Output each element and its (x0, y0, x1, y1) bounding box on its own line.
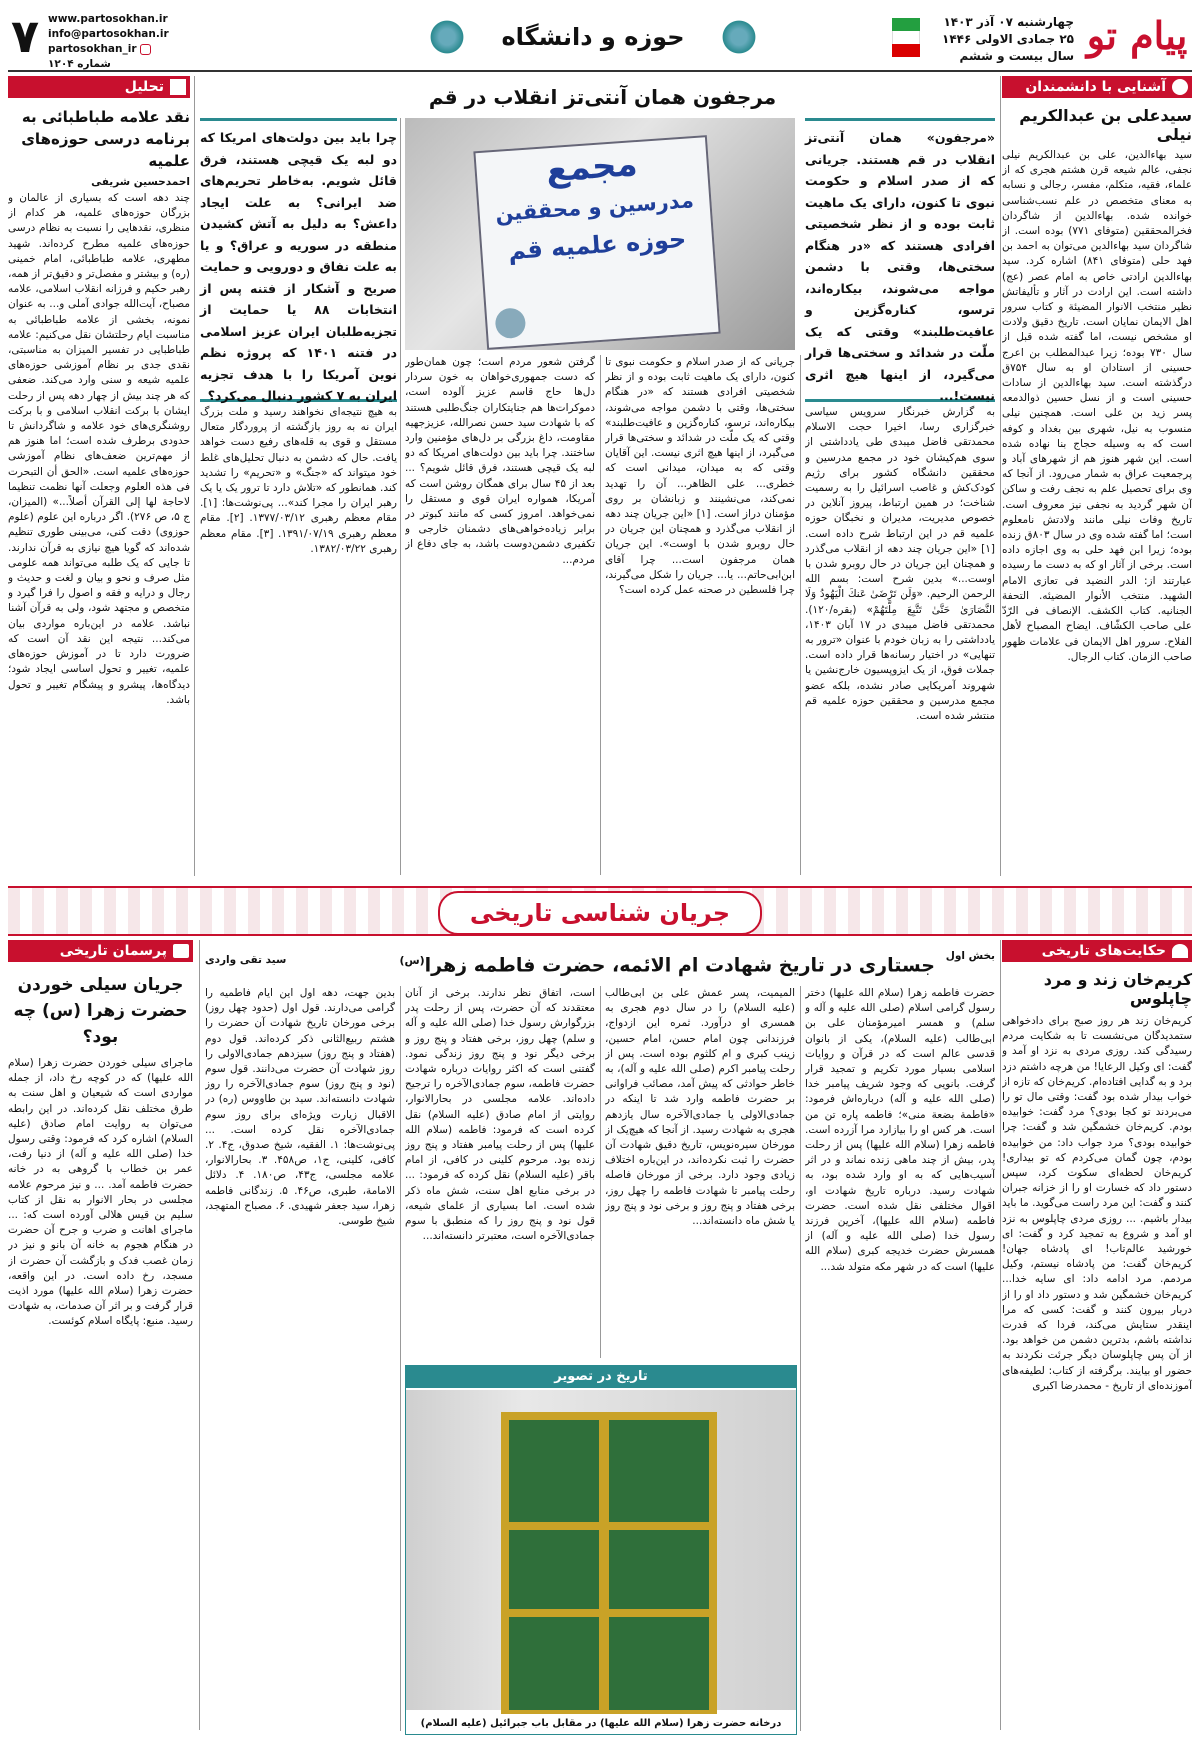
main-col-1: حضرت فاطمه زهرا (سلام الله علیها) دختر رسول گرامی اسلام (صلی الله علیه و آله و سلم) و همسر امیرمؤمنان علی بن ابی‌طالب (علیه السلام)، یکی از بانوان قدسی عالم است که در قرآن و روایات اسلامی بسیار مورد تکریم و تمجید قرار گرفت. بانویی که وجود شریف پیامبر خدا (صلی الله علیه و آله) درباره‌اش فرمود: «فاطمة بضعة منی»؛ فاطمه پاره تن من است. هر کس او را بیازارد مرا آزرده است. فاطمه زهرا (سلام الله علیها) پس از رحلت پدر، بیش از چند ماهی زنده نماند و در اثر آسیب‌هایی که به او وارد شده بود، به شهادت رسید. درباره تاریخ شهادت او، اقوال مختلفی نقل شده است. حضرت فاطمه (سلام الله علیها)، آخرین فرزند رسول خدا (صلی الله علیه و آله) از همسرش حضرت خدیجه کبری (سلام الله علیها) است که در شهر مکه متولد شد... (805, 987, 995, 1273)
section-header (428, 14, 758, 60)
instagram-icon (140, 44, 151, 55)
main-col-4: بدین جهت، دهه اول این ایام فاطمیه را گرامی می‌دارند. قول اول (حدود چهل روز) برخی مورخان تاریخ شهادت آن حضرت را هشتم ربیع‌الثانی ذکر کرده‌اند. قول دوم (هفتاد و پنج روز) سیزدهم جمادی‌الاولی را روز شهادت آن حضرت می‌دانند. قول سوم (نود و پنج روز) سوم جمادی‌الآخره را روز شهادت دانسته‌اند. سید بن طاووس (ره) در الاقبال زیارت ویژه‌ای برای روز سوم جمادی‌الآخره نقل کرده است. ... پی‌نوشت‌ها: ۱. الفقیه، شیخ صدوق، ج۴. ۲. کافی، کلینی، ج۱، ص۴۵۸. ۳. بحارالانوار، علامه مجلسی، ج۴۳، ص۱۸۰. ۴. دلائل الامامة، طبری، ص۴۶. ۵. زندگانی فاطمه زهرا، سید جعفر شهیدی. ۶. مصباح المتهجد، شیخ طوسی. (205, 987, 395, 1228)
scholar-icon (1172, 79, 1188, 95)
main-title: جستاری در تاریخ شهادت ام الائمه، حضرت فاطمه زهرا$^{(س)}$ (399, 954, 935, 977)
logo (1082, 8, 1192, 66)
date-fa: چهارشنبه ۰۷ آذر ۱۴۰۳ (943, 15, 1074, 29)
year-label: سال بیست و ششم (959, 49, 1074, 63)
history-photo-box (405, 1365, 797, 1735)
scholar-tag: آشنایی با دانشمندان (1002, 76, 1192, 98)
q-body: ماجرای سیلی خوردن حضرت زهرا (سلام الله علیها) که در کوچه رخ داد، از جمله مواردی است که شیعیان و اهل سنت به طرق مختلف نقل کرده‌اند. در این رابطه می‌توان به روایت امام صادق (علیه السلام) اشاره کرد که فرمود: وقتی رسول خدا (صلی الله علیه و آله) از دنیا رفت، عمر بن خطاب با گروهی به در خانه حضرت فاطمه آمد. ... و نیز مرحوم علامه مجلسی در بحار الانوار به نقل از کتاب سلیم بن قیس هلالی آورده است که: ... ماجرای اهانت و ضرب و جرح آن حضرت در هنگام هجوم به خانه آن بانو و نیز در زمان غصب فدک و بازگشت آن حضرت از مسجد، رخ داده است. در این واقعه، حضرت زهرا (سلام الله علیها) مورد اذیت قرار گرفت و بر اثر آن صدمات، به شهادت رسید. منبع: پایگاه اسلام کوئست. (8, 1057, 193, 1328)
website-link[interactable]: www.partosokhan.ir (48, 13, 168, 25)
article-photo (405, 118, 795, 350)
calendar-icon (173, 944, 189, 958)
email-link[interactable]: info@partosokhan.ir (48, 28, 169, 40)
contact-block (48, 12, 198, 72)
article-col-4: به هیچ نتیجه‌ای نخواهند رسید و ملت بزرگ ایران نه به روز بازگشته از پروردگار متعال مستقل و قوی به قله‌های رفیع دست خواهد یافت. حال که دشمن به دنبال تحلیل‌های غلط خود میتواند که «جنگ» و «تحریم» را تشدید کند. همانطور که «تلاش دارد تا ترور یک یا یک رهبر ایران را مجرا کند»... پی‌نوشت‌ها: [۱]. مقام معظم رهبری ۱۳۷۷/۰۳/۱۲. [۲]. مقام معظم رهبری ۱۳۹۱/۰۷/۱۹. [۳]. مقام معظم رهبری ۱۳۸۲/۰۳/۲۲. (200, 406, 397, 555)
date-block (924, 14, 1074, 65)
sign-board: مجمع مدرسین و محققین حوزه علمیه قم (473, 135, 720, 350)
article-col-3: گرفتن شعور مردم است؛ چون همان‌طور که دست جمهوری‌خواهان به خون سردار دل‌ها حاج قاسم عزیز آلوده است، دموکرات‌ها هم جنایتکاران جنگ‌طلبی هستند که با شهادت سید حسن نصرالله، عزیزجهیه مقاومت، داغ بزرگی بر دل‌های مؤمنین وارد ساختند. چرا باید بین دولت‌های امریکا که دو لبه یک قیچی هستند، فرق قائل شویم؟ ... بعد از ۴۵ سال برای همگان روشن است که آمریکا، همواره ایران قوی و مستقل را نمی‌خواهد. امروز کسی که مانند کبوتر در برابر زیاده‌خواهی‌های دشمنان خارجی و تکفیری دشمن‌دوست باشد، به جای دفاع از مردم... (405, 356, 595, 566)
page-number: ۷ (10, 9, 40, 63)
story-title: کریم‌خان زند و مرد چاپلوس (1043, 970, 1192, 1008)
story-body: کریم‌خان زند هر روز صبح برای دادخواهی ستمدیدگان می‌نشست تا به شکایت مردم رسیدگی کند. روزی مردی به نزد او آمد و گفت: ای وکیل الرعایا! من هرچه داشتم دزد برد و به گدایی افتاده‌ام. کریم‌خان که تازه از خواب بیدار شده بود گفت: وقتی مال تو را می‌بردند تو کجا بودی؟ مرد گفت: خوابیده بودم. کریم‌خان خشمگین شد و گفت: چرا خوابیده بودی؟ مرد جواب داد: من خوابیده بودم، چون گمان می‌کردم که تو بیداری! کریم‌خان لحظه‌ای سکوت کرد، سپس دستور داد که خسارت او را از خزانه جبران کنند و گفت: این مرد راست می‌گوید. ما باید بیدار باشیم. ... روزی مردی چاپلوس به نزد او آمد و شروع به تمجید کرد و گفت: ای خورشید عالم‌تاب! ای پادشاه جهان! کریم‌خان گفت: من پادشاه نیستم، وکیل مردمم. مرد ادامه داد: ای سایه خدا... کریم‌خان خشمگین شد و دستور داد او را از دربار بیرون کنند و گفت: کسی که مرا اینقدر ستایش می‌کند، فردا که قدرت نداشته باشم، بدترین دشمن من خواهد بود. از آن پس چاپلوسان دیگر جرئت نکردند به حضور او بیایند. برگرفته از کتاب: لطیفه‌های آموزنده‌ای از تاریخ - محمدرضا اکبری (1002, 1015, 1192, 1392)
issue-number: شماره ۱۲۰۴ (48, 58, 111, 70)
analysis-body: چند دهه است که بسیاری از عالمان و بزرگان حوزه‌های علمیه، هر کدام از منظری، نقدهایی را نسبت به نظام درسی حوزه‌های علمیه مطرح کرده‌اند. شهید مطهری، علامه طباطبائی، امام خمینی (ره) و بیشتر و مفصل‌تر و دقیق‌تر از همه، رهبر حکیم و فرزانه انقلاب اسلامی، علامه مصباح، آیت‌الله جوادی آملی و... به عنوان نمونه، بخشی از علامه طباطبائی به مناسبت ایام رحلتشان نقل می‌کنیم: علامه طباطبایی در تفسیر المیزان به مناسبتی، نقدی جدی بر نظام آموزشی حوزه‌های علمیه شیعه و سنی وارد می‌کند. ضعفی که هر چند بیش از چهار دهه پس از رحلت ایشان با برکت انقلاب اسلامی و با برکت روشنگری‌های خود علامه و شاگردانش تا حدودی برطرف شده است؛ اما هنوز هم از مهم‌ترین ضعف‌های نظام آموزشی حوزه‌های علمیه است. «الحق أن التبحرت فی هذه العلوم وجعلت آنها نظمت تنظيما لاحاجة لها إلى القرآن أصلاً...» (المیزان، ج ۵، ص ۲۷۶). اگر درباره این علوم (علوم حوزوی) دقت کنی، می‌بینی طوری تنظیم شده‌اند که گویا هیچ نیازی به قرآن ندارند. تا جایی که یک طلبه می‌تواند همه علومی مثل صرف و نحو و بیان و لغت و حدیث و رجال و درایه و فقه و اصول را فرا گیرد و متخصص و مجتهد شود، ولی به قرآن آشنا نباشد. علامه در این‌باره مواردی بیان می‌کند... نتیجه این نقد آن است که ضرورت دارد تا در آموزش حوزه‌های علمیه، تغییر و تحول اساسی ایجاد شود؛ دیدگاه‌ها، پیشرو و پیشگام تغییر و تحول باشد. (8, 192, 190, 706)
photo-tag: تاریخ در تصویر (406, 1366, 796, 1388)
scholar-body: سید بهاءالدین، علی بن عبدالکریم نیلی نجفی، عالم شیعه قرن هشتم هجری که از علماء، فقیه، متکلم، مفسر، رجالی و نسابه به معنای متخصص در علم نسب‌شناسی خوانده شده. بهاءالدین از شاگردان فخرالمحققین (متوفای ۷۷۱) بوده است. از شاگردان سید بهاءالدین می‌توان به احمد بن فهد حلی (متوفای ۸۴۱) اشاره کرد. سید بهاءالدین ارادتی خاص به امام عصر (عج) داشته است. این ارادت در آثار و تألیفاتش نظیر منتخب الانوار المضیئة و کتاب سرور اهل الایمان نمایان است. تاریخ دقیق ولادت او مشخص نیست، اما گفته شده قبل از سال ۷۳۰ بوده؛ زیرا عبدالمطلب بن اعرج حسینی از استادان او به سال ۷۵۴ق درگذشته است. سید بهاءالدین از سادات حسینی است و از نسل حسین ذوالدمعه پسر زید بن علی است. همچنین نیلی منسوب به نیل، شهری بین بغداد و کوفه است که به وسیله حجاج بنا نهاده شده است. این شهر هنوز هم از شهرهای آباد و پرجمعیت عراق به شمار می‌رود. از آنجا که وی برای تحصیل علم به نجف رفت و ساکن آن شهر گردید به نجفی نیز معروف است. تاریخ وفات نیلی مانند ولادتش نامعلوم است؛ اما گفته شده وی در سال ۸۰۳ق زنده بوده؛ زیرا ابن فهد حلی به وی اجازه داده است. برخی از آثار او که به دست ما رسیده عبارتند از: الدر النضید فی تعازی الامام الشهید. منتخب الأنوار المضیئه. التحفة الجنانیه. کتاب الکشف. الإنصاف فی الرّدّ علی صاحب الکشّاف. ایضاح المصباح لأهل الفلاح. سرور اهل الایمان فی علامات ظهور صاحب الزمان. کتاب الرجال. (1002, 149, 1192, 663)
flag-icon (892, 18, 920, 58)
pull-quote-1: «مرجفون» همان آنتی‌تز انقلاب در قم هستند. جریانی که از صدر اسلام و حکومت نبوی تا کنون، دارای یک ماهیت ثابت بوده و از نظر شخصیتی افرادی هستند که «در هنگام سختی‌ها، وقتی با دشمن مواجه می‌شوند، بیکاره‌اند، ترسو، کناره‌گزین و عافیت‌طلبند» وقتی که یک ملّت در شدائد و سختی‌ها قرار می‌گیرد، از اینها هیچ اثری نیست!... (805, 118, 995, 402)
analysis-title: نقد علامه طباطبائی به برنامه درسی حوزه‌های علمیه (21, 108, 190, 170)
article-col-2: جریانی که از صدر اسلام و حکومت نبوی تا کنون، دارای یک ماهیت ثابت بوده و از نظر شخصیتی افرادی هستند که «در هنگام سختی‌ها، وقتی با دشمن مواجه می‌شوند، بیکاره‌اند، ترسو، کناره‌گزین و عافیت‌طلبند» وقتی که یک ملّت در شدائد و سختی‌ها قرار می‌گیرد، از اینها هیچ اثری نیست. این آقایان وقتی که به میدان، میدانی است که خطری... علی الظاهر... آن را تهدید نمی‌کند، می‌نشینند و زبانشان بر روی مؤمنان دراز است. [۱] «این جریان چند دهه از انقلاب می‌گذرد و همچنان این جریان در حال روبرو شدن با اوست». این جریان همان مرجفون است... چرا آقای ابن‌ابی‌حاتم... یا... جریان را شکل می‌گیرند، چرا فلسطین در صحنه عمل کرده است؟ (605, 356, 795, 597)
q-title: جریان سیلی خوردن حضرت زهرا (س) چه بود؟ (13, 975, 188, 1047)
stories-tag: حکایت‌های تاریخی (1002, 940, 1192, 962)
date-hijri: ۲۵ جمادی الاولی ۱۴۴۶ (942, 32, 1074, 46)
main-col-3: است، اتفاق نظر ندارند. برخی از آنان معتقدند که آن حضرت، پس از رحلت پدر بزرگوارش رسول خدا (صلی الله علیه و آله و سلم) چهل روز، برخی هفتاد و پنج روز و برخی دیگر نود و پنج روز زندگی نمود. گفتنی است که اکثر روایات درباره شهادت حضرت فاطمه، سوم جمادی‌الآخره را ترجیح داده‌اند. علامه مجلسی در بحارالانوار، روایتی از امام صادق (علیه السلام) نقل کرده است که فرمود: فاطمه (سلام الله علیها) پس از رحلت پیامبر هفتاد و پنج روز زنده بود. مرحوم کلینی در کافی، از امام باقر (علیه السلام) نقل کرده که فرمود: ... در برخی منابع اهل سنت، شش ماه ذکر شده است. اما بسیاری از علمای شیعه، قول نود و پنج روز را که منطبق با سوم جمادی‌الآخره است، معتبرتر دانسته‌اند... (405, 987, 595, 1243)
ornament-left-icon (428, 18, 466, 56)
analysis-icon (170, 79, 186, 95)
emblem-icon (494, 307, 526, 339)
history-photo (406, 1390, 796, 1710)
q-tag: پرسمان تاریخی (8, 940, 193, 962)
main-header (205, 944, 995, 980)
main-author: سید تقی واردی (205, 954, 287, 966)
analysis-tag: تحلیل (8, 76, 190, 98)
banner-title: جریان شناسی تاریخی (438, 891, 762, 935)
door-image (501, 1412, 717, 1718)
ornament-right-icon (720, 18, 758, 56)
analysis-author: احمدحسین شریفی (91, 176, 190, 188)
stories-icon (1172, 944, 1188, 958)
section-title: حوزه و دانشگاه (501, 23, 685, 51)
instagram-link[interactable]: partosokhan_ir (48, 42, 198, 57)
pull-quote-2: چرا باید بین دولت‌های امریکا که دو لبه یک قیچی هستند، فرق قائل شویم. به‌خاطر تحریم‌های ضد ایرانی؟ به علت ایجاد داعش؟ به دلیل به آتش کشیدن منطقه در سوریه و عراق؟ و یا به علت نفاق و دورویی و حمایت صریح و آشکار از فتنه پس از انتخابات ۸۸ یا حمایت از تجزیه‌طلبان ایران عزیز اسلامی در فتنه ۱۴۰۱ که پروژه نظم نوین آمریکا را با هدف تجزیه ایران به ۷ کشور دنبال می‌کرد؟ (200, 118, 397, 402)
banner (8, 886, 1192, 936)
headline: مرجفون همان آنتی‌تز انقلاب در قم (428, 85, 777, 109)
photo-caption: درخانه حضرت زهرا (سلام الله علیها) در مقابل باب جبرائیل (علیه السلام) (406, 1714, 796, 1734)
article-col-1: به گزارش خبرنگار سرویس سیاسی خبرگزاری رسا، اخیرا حجت الاسلام محمدتقی فاضل میبدی طی یادداشتی از سوی هم‌کیشان خود در مجمع مدرسین و محققین دانشگاه کشور برای رژیم کودک‌کش و غاصب اسرائیل را به رسمیت شناخت؛ در همین ارتباط، پیروز آنلاین در خصوص مدیریت، مدیران و نخبگان حوزه علمیه قم در این ارتباط شرح داده است. [۱] «این جریان چند دهه از انقلاب می‌گذرد و همچنان این جریان در حال روبرو شدن با اوست...» بدین شرح است: بسم الله الرحمن الرحیم. «وَلَن تَرْضَىٰ عَنكَ الْيَهُودُ وَلَا النَّصَارَىٰ حَتَّىٰ تَتَّبِعَ مِلَّتَهُمْ» (بقره/۱۲۰). محمدتقی فاضل میبدی در ۱۷ آبان ۱۴۰۳، یادداشتی را به زبان خودم با عنوان «ترور به تنهایی» در اختیار رسانه‌ها قرار داده است. جملات فوق، از یک ایزوپسیون خارج‌نشین یا شهروند آمریکایی صادر نشده، بلکه عضو مجمع مدرسین و محققین حوزه علمیه قم منتشر شده است. (805, 406, 995, 723)
scholar-title: سیدعلی بن عبدالکریم نیلی (1019, 106, 1192, 144)
main-part: بخش اول (945, 950, 995, 962)
main-col-2: المیمیت، پسر عمش علی بن ابی‌طالب (علیه السلام) را در سال دوم هجری به همسری او درآورد. ثمره این ازدواج، فرزندانی چون امام حسن، امام حسین، زینب کبری و ام کلثوم بوده است. پس از رحلت پیامبر اکرم (صلی الله علیه و آله)، به خاطر حوادثی که پیش آمد، مصائب فراوانی بر حضرت فاطمه وارد شد تا اینکه در جمادی‌الاولی یا جمادی‌الآخره سال یازدهم هجری به شهادت رسید. از آنجا که هیچ‌یک از مورخان سیره‌نویس، تاریخ دقیق شهادت آن حضرت را ثبت نکرده‌اند، در این‌باره اختلاف زیادی وجود دارد. برخی از مورخان فاصله رحلت پیامبر تا شهادت فاطمه را چهل روز، برخی هفتاد و پنج روز و برخی نود و پنج روز یا شش ماه دانسته‌اند... (605, 987, 795, 1228)
logo-text: پیام تو (1086, 13, 1188, 58)
